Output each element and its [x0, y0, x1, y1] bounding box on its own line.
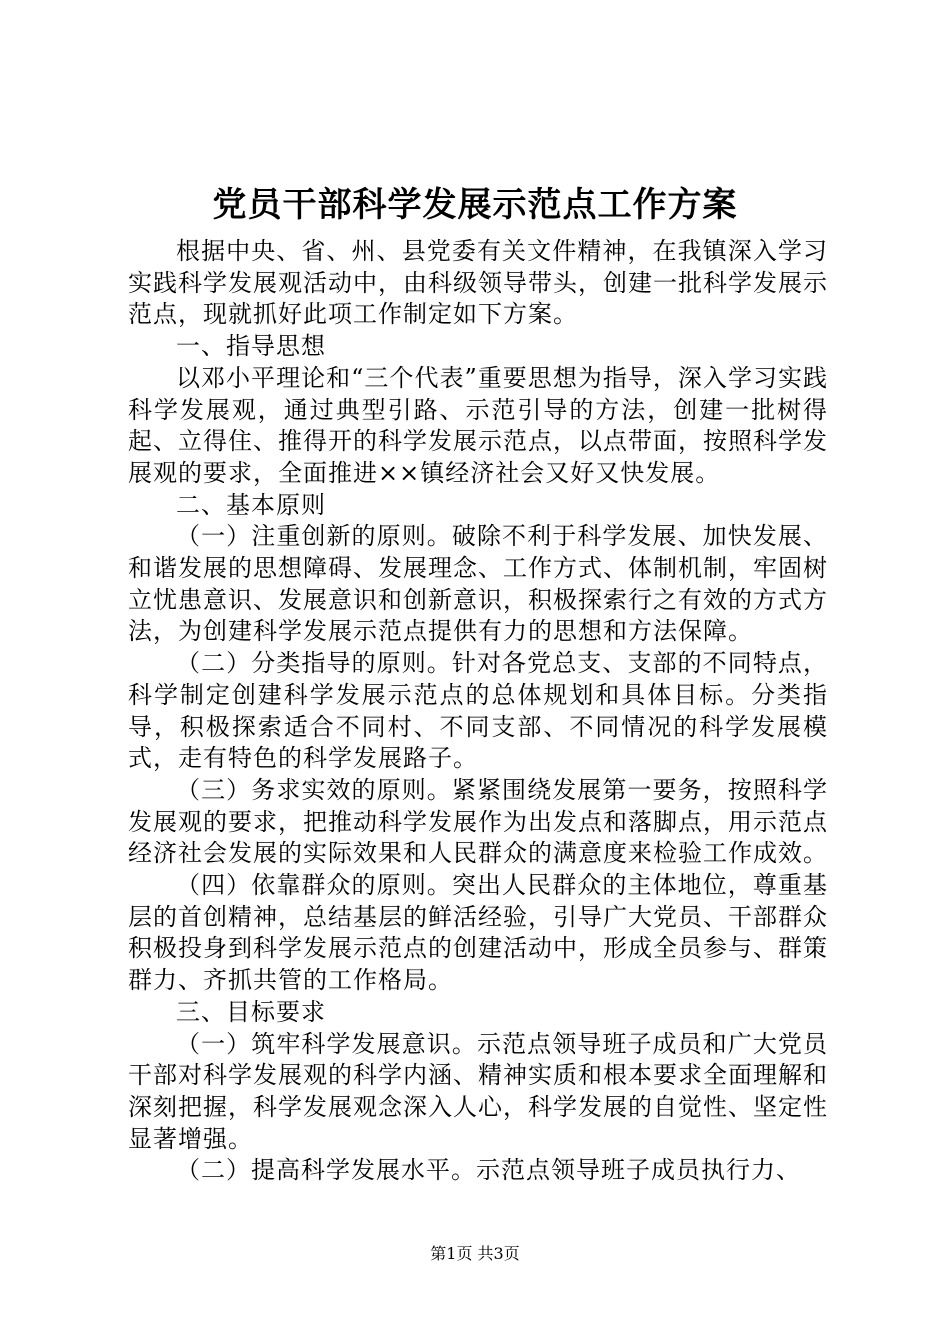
document-body [128, 236, 828, 1187]
principle-classified-guidance-paragraph: （二）分类指导的原则。针对各党总支、支部的不同特点，科学制定创建科学发展示范点的总体规划和具体目标。分类指导，积极探索适合不同村、不同支部、不同情况的科学发展模式，走有特色的科学发展路子。 [128, 649, 828, 773]
intro-paragraph: 根据中央、省、州、县党委有关文件精神，在我镇深入学习实践科学发展观活动中，由科级领导带头，创建一批科学发展示范点，现就抓好此项工作制定如下方案。 [128, 237, 828, 329]
principle-rely-on-masses-paragraph: （四）依靠群众的原则。突出人民群众的主体地位，尊重基层的首创精神，总结基层的鲜活经验，引导广大党员、干部群众积极投身到科学发展示范点的创建活动中，形成全员参与、群策群力、齐抓共管的工作格局。 [128, 871, 828, 995]
document-title: 党员干部科学发展示范点工作方案 [212, 185, 738, 225]
goal-awareness-paragraph: （一）筑牢科学发展意识。示范点领导班子成员和广大党员干部对科学发展观的科学内涵、精神实质和根本要求全面理解和深刻把握，科学发展观念深入人心，科学发展的自觉性、坚定性显著增强。 [128, 1029, 828, 1153]
guiding-ideology-paragraph: 以邓小平理论和“三个代表”重要思想为指导，深入学习实践科学发展观，通过典型引路、示范引导的方法，创建一批树得起、立得住、推得开的科学发展示范点，以点带面，按照科学发展观的要求，全面推进××镇经济社会又好又快发展。 [128, 363, 828, 487]
principle-practical-results-paragraph: （三）务求实效的原则。紧紧围绕发展第一要务，按照科学发展观的要求，把推动科学发展作为出发点和落脚点，用示范点经济社会发展的实际效果和人民群众的满意度来检验工作成效。 [128, 775, 828, 868]
section-heading-goals: 三、目标要求 [176, 997, 326, 1026]
goal-development-level-paragraph: （二）提高科学发展水平。示范点领导班子成员执行力、 [176, 1156, 801, 1185]
section-heading-guiding-ideology: 一、指导思想 [176, 332, 326, 361]
page-indicator: 第1页 共3页 [430, 1244, 520, 1263]
principle-innovation-paragraph: （一）注重创新的原则。破除不利于科学发展、加快发展、和谐发展的思想障碍、发展理念、工作方式、体制机制，牢固树立忧患意识、发展意识和创新意识，积极探索行之有效的方式方法，为创建科学发展示范点提供有力的思想和方法保障。 [128, 522, 828, 646]
section-heading-basic-principles: 二、基本原则 [176, 490, 326, 519]
